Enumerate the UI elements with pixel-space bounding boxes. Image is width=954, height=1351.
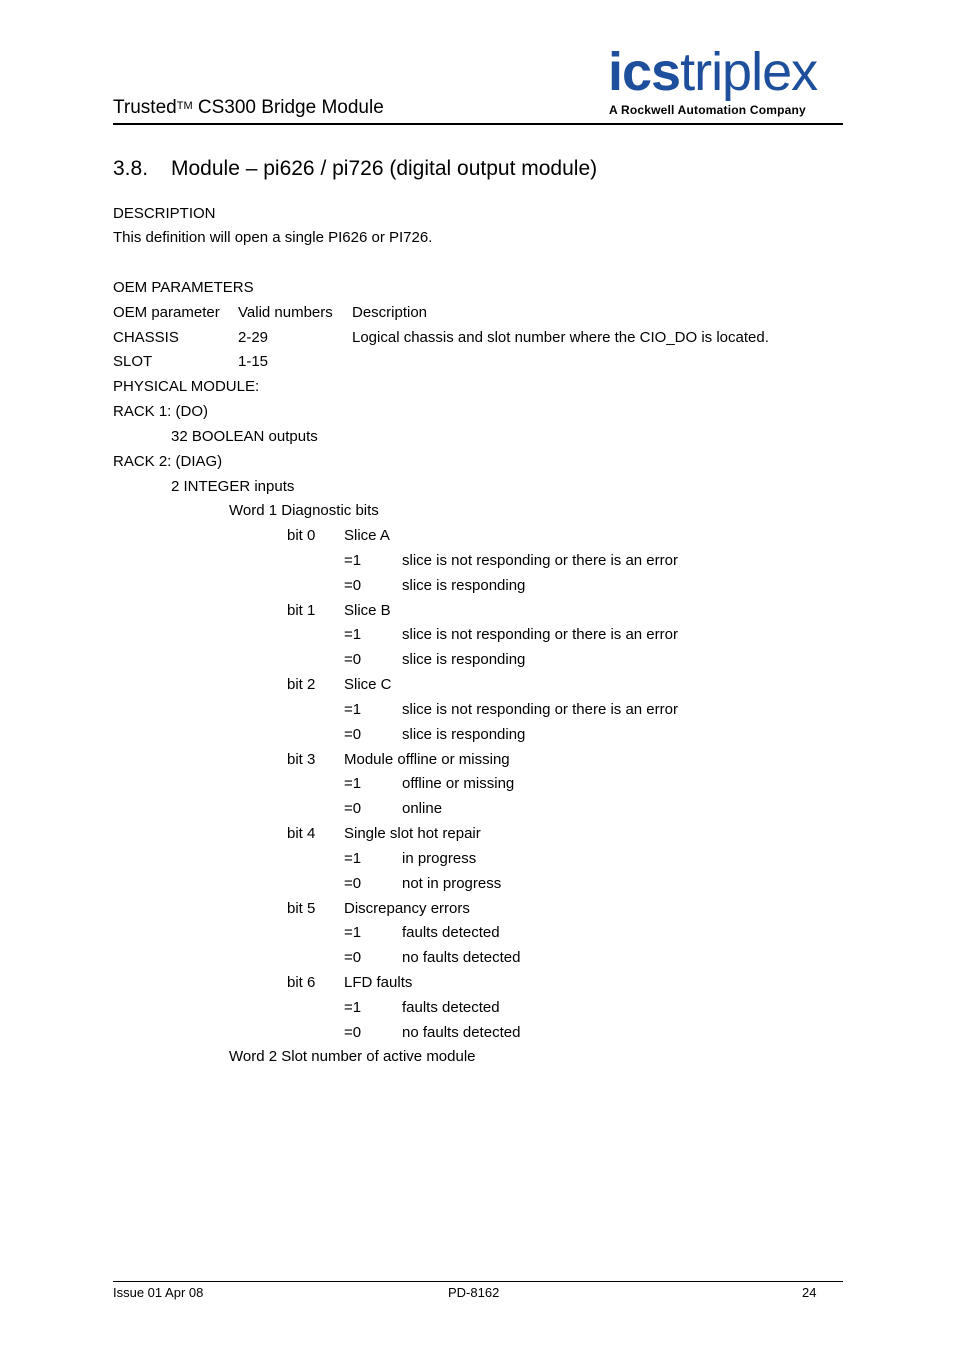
title-trusted: Trusted xyxy=(113,97,177,118)
bit-value-desc: slice is not responding or there is an error xyxy=(402,701,678,718)
trademark-mark: TM xyxy=(176,100,193,112)
rack2-desc: 2 INTEGER inputs xyxy=(171,478,295,495)
word1-label: Word 1 Diagnostic bits xyxy=(229,502,379,519)
oem-col-valid: Valid numbers xyxy=(238,304,333,321)
bit-value-desc: slice is not responding or there is an error xyxy=(402,552,678,569)
footer-issue: Issue 01 Apr 08 xyxy=(113,1285,204,1300)
bit-label: bit 6 xyxy=(287,974,316,991)
oem-col-parameter: OEM parameter xyxy=(113,304,220,321)
word2-label: Word 2 Slot number of active module xyxy=(229,1048,476,1065)
logo-wordmark xyxy=(608,44,817,100)
bit-value-key: =1 xyxy=(344,999,362,1016)
bit-value-key: =1 xyxy=(344,552,362,569)
section-heading xyxy=(113,155,597,183)
bit-name: Slice B xyxy=(344,602,391,619)
bit-value-desc: no faults detected xyxy=(402,949,521,966)
bit-label: bit 4 xyxy=(287,825,316,842)
footer-rule xyxy=(113,1281,843,1282)
bit-value-desc: offline or missing xyxy=(402,775,515,792)
bit-value-key: =0 xyxy=(344,949,362,966)
description-text: This definition will open a single PI626 or PI726. xyxy=(113,229,433,246)
bit-value-key: =0 xyxy=(344,577,362,594)
document-title xyxy=(113,96,384,120)
bit-name: Single slot hot repair xyxy=(344,825,481,842)
oem-col-description: Description xyxy=(352,304,428,321)
bit-value-desc: faults detected xyxy=(402,999,500,1016)
bit-label: bit 5 xyxy=(287,900,316,917)
footer-doc-number: PD-8162 xyxy=(448,1285,500,1300)
bit-label: bit 1 xyxy=(287,602,316,619)
bit-value-desc: no faults detected xyxy=(402,1024,521,1041)
bit-value-key: =0 xyxy=(344,726,362,743)
logo-ics: ics xyxy=(608,42,681,102)
bit-label: bit 3 xyxy=(287,751,316,768)
description-heading: DESCRIPTION xyxy=(113,205,216,222)
oem-row-slot-name: SLOT xyxy=(113,353,153,370)
rack1-label: RACK 1: (DO) xyxy=(113,403,209,420)
bit-value-key: =0 xyxy=(344,651,362,668)
bit-value-desc: slice is responding xyxy=(402,651,526,668)
bit-value-key: =0 xyxy=(344,875,362,892)
rack2-label: RACK 2: (DIAG) xyxy=(113,453,223,470)
bit-name: LFD faults xyxy=(344,974,413,991)
bit-label: bit 0 xyxy=(287,527,316,544)
bit-value-key: =0 xyxy=(344,800,362,817)
rack1-desc: 32 BOOLEAN outputs xyxy=(171,428,318,445)
bit-value-desc: online xyxy=(402,800,443,817)
bit-value-key: =0 xyxy=(344,1024,362,1041)
bit-value-desc: in progress xyxy=(402,850,477,867)
bit-name: Slice C xyxy=(344,676,392,693)
title-product: CS300 Bridge Module xyxy=(192,97,384,118)
physical-heading: PHYSICAL MODULE: xyxy=(113,378,260,395)
header-rule xyxy=(113,123,843,125)
bit-value-key: =1 xyxy=(344,701,362,718)
bit-value-desc: slice is responding xyxy=(402,726,526,743)
bit-value-key: =1 xyxy=(344,626,362,643)
bit-value-key: =1 xyxy=(344,850,362,867)
bit-name: Discrepancy errors xyxy=(344,900,470,917)
footer-page-number: 24 xyxy=(802,1285,817,1300)
bit-value-key: =1 xyxy=(344,924,362,941)
oem-row-slot-range: 1-15 xyxy=(238,353,269,370)
bit-value-desc: not in progress xyxy=(402,875,502,892)
bit-value-desc: faults detected xyxy=(402,924,500,941)
bit-value-desc: slice is responding xyxy=(402,577,526,594)
bit-value-key: =1 xyxy=(344,775,362,792)
bit-name: Slice A xyxy=(344,527,390,544)
section-title: Module – pi626 / pi726 (digital output module) xyxy=(171,157,598,180)
bit-name: Module offline or missing xyxy=(344,751,510,768)
oem-row-chassis-name: CHASSIS xyxy=(113,329,179,346)
ics-triplex-logo xyxy=(608,44,843,120)
oem-row-chassis-range: 2-29 xyxy=(238,329,269,346)
bit-label: bit 2 xyxy=(287,676,316,693)
oem-heading: OEM PARAMETERS xyxy=(113,279,254,296)
bit-value-desc: slice is not responding or there is an error xyxy=(402,626,678,643)
logo-triplex: triplex xyxy=(680,42,818,102)
logo-tagline: A Rockwell Automation Company xyxy=(609,103,806,117)
section-number: 3.8. xyxy=(113,157,149,180)
oem-row-chassis-desc: Logical chassis and slot number where the CIO_DO is located. xyxy=(352,329,769,346)
